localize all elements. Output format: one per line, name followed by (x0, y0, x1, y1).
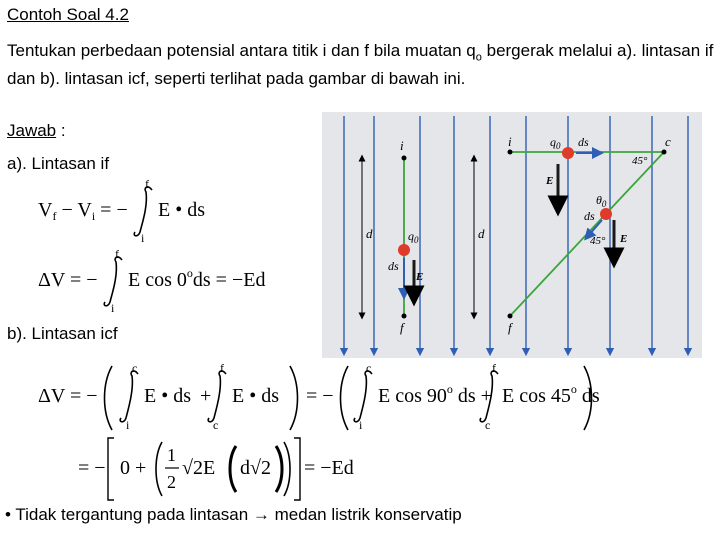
right-bracket (294, 438, 300, 500)
equation-a1 (36, 176, 236, 246)
part-b-label: b). Lintasan icf (7, 324, 118, 343)
label-ds-top: ds (578, 135, 589, 149)
integral-sign (104, 257, 122, 306)
eq-b2-d-part: d√2 (240, 457, 271, 479)
eq-a2-lower: i (111, 301, 115, 315)
jawab-colon: : (56, 121, 66, 140)
label-d-right: d (478, 226, 485, 241)
inner-left-paren (230, 446, 236, 492)
eq-b2-result: = −Ed (304, 457, 354, 479)
label-theta: $\theta_0$ (596, 193, 607, 209)
eq-b2-root-part: √2E (182, 457, 216, 479)
point-c (662, 150, 667, 155)
label-ds-left: ds (388, 259, 399, 273)
label-i-right: i (508, 134, 512, 149)
bullet-text-1: • Tidak tergantung pada lintasan (5, 505, 253, 524)
bullet-text-2: medan listrik konservatip (269, 505, 462, 524)
jawab-label: Jawab (7, 121, 57, 140)
eq-a2-lhs: ΔV = − (38, 269, 98, 291)
equation-a2 (36, 246, 286, 316)
eq-a1-lower: i (141, 231, 145, 245)
left-paren (156, 442, 162, 496)
label-c: c (665, 134, 671, 149)
eq-b1-int1-lower: i (126, 418, 130, 432)
eq-a1-integrand: E • ds (158, 199, 206, 221)
eq-b1-int2-upper: f (220, 361, 224, 375)
point-i-right (508, 150, 513, 155)
right-paren (284, 442, 290, 496)
eq-b1-equals: = − (306, 385, 334, 407)
left-bracket (108, 438, 114, 500)
problem-text-1: Tentukan perbedaan potensial antara titik i dan f bila muatan q (7, 41, 476, 60)
point-f-left (402, 314, 407, 319)
left-paren (105, 366, 113, 430)
eq-b2-zero: 0 + (120, 457, 147, 479)
problem-statement (7, 40, 717, 90)
label-q-top: $q_0$ (550, 135, 561, 151)
eq-b2-frac-num: 1 (167, 445, 176, 465)
label-45-diagonal: 45° (590, 235, 606, 247)
answer-heading (7, 120, 66, 142)
eq-b1-int3: E cos 90$^o$ ds + (378, 382, 492, 407)
charge-left (398, 244, 410, 256)
part-a-label: a). Lintasan if (7, 154, 110, 173)
label-f-right: f (508, 320, 512, 335)
field-diagram (322, 112, 702, 358)
charge-subscript: o (475, 51, 482, 64)
eq-b2-frac-den: 2 (167, 472, 176, 492)
eq-b1-int1: E • ds (144, 385, 192, 407)
eq-b1-int2-lower: c (213, 418, 219, 432)
eq-a2-integrand: E $\cos 0^ods = -Ed$ (128, 266, 266, 291)
integral-sign (134, 187, 152, 236)
charge-top (562, 147, 574, 159)
diagram-background (322, 112, 702, 358)
eq-b2-lhs: = − (78, 457, 106, 479)
arrow-icon: → (252, 505, 270, 524)
point-f-right (508, 314, 513, 319)
eq-b1-plus: + (200, 385, 212, 407)
label-d-left: d (366, 226, 373, 241)
integral-sign (120, 371, 138, 422)
eq-b1-lhs: ΔV = − (38, 385, 98, 407)
label-e-diagonal: E (620, 233, 628, 245)
eq-b1-int2: E • ds (232, 385, 280, 407)
eq-b1-int3-lower: i (359, 418, 363, 432)
label-q-left: $q_0$ (408, 229, 419, 245)
inner-right-paren (276, 446, 282, 492)
right-paren (290, 366, 298, 430)
label-45-top: 45° (632, 155, 648, 167)
eq-a2-upper: f (115, 247, 119, 261)
problem-text-2: bergerak melalui a). lintasan if dan b). lintasan icf, seperti terlihat pada gambar di bawah ini. (7, 41, 714, 89)
eq-a1-lhs: $V_f - V_i$ = − (38, 199, 128, 223)
label-e-top: E (546, 175, 554, 187)
eq-b1-int4-lower: c (485, 418, 491, 432)
integral-sign (354, 371, 372, 422)
eq-b1-int4-upper: f (492, 361, 496, 375)
equation-b1 (36, 360, 600, 436)
page-title: Contoh Soal 4.2 (7, 5, 129, 24)
label-e-left: E (416, 271, 424, 283)
eq-a1-upper: f (145, 177, 149, 191)
left-paren (341, 366, 349, 430)
charge-diagonal (600, 208, 612, 220)
conclusion-bullet (5, 504, 462, 526)
eq-b1-int4: E cos 45$^o$ ds (502, 382, 600, 407)
equation-b2 (76, 436, 376, 502)
label-f-left: f (400, 320, 404, 335)
eq-b1-int1-upper: c (132, 361, 138, 375)
point-i-left (402, 156, 407, 161)
label-ds-diagonal: ds (584, 209, 595, 223)
eq-b1-int3-upper: c (366, 361, 372, 375)
label-i-left: i (400, 138, 404, 153)
